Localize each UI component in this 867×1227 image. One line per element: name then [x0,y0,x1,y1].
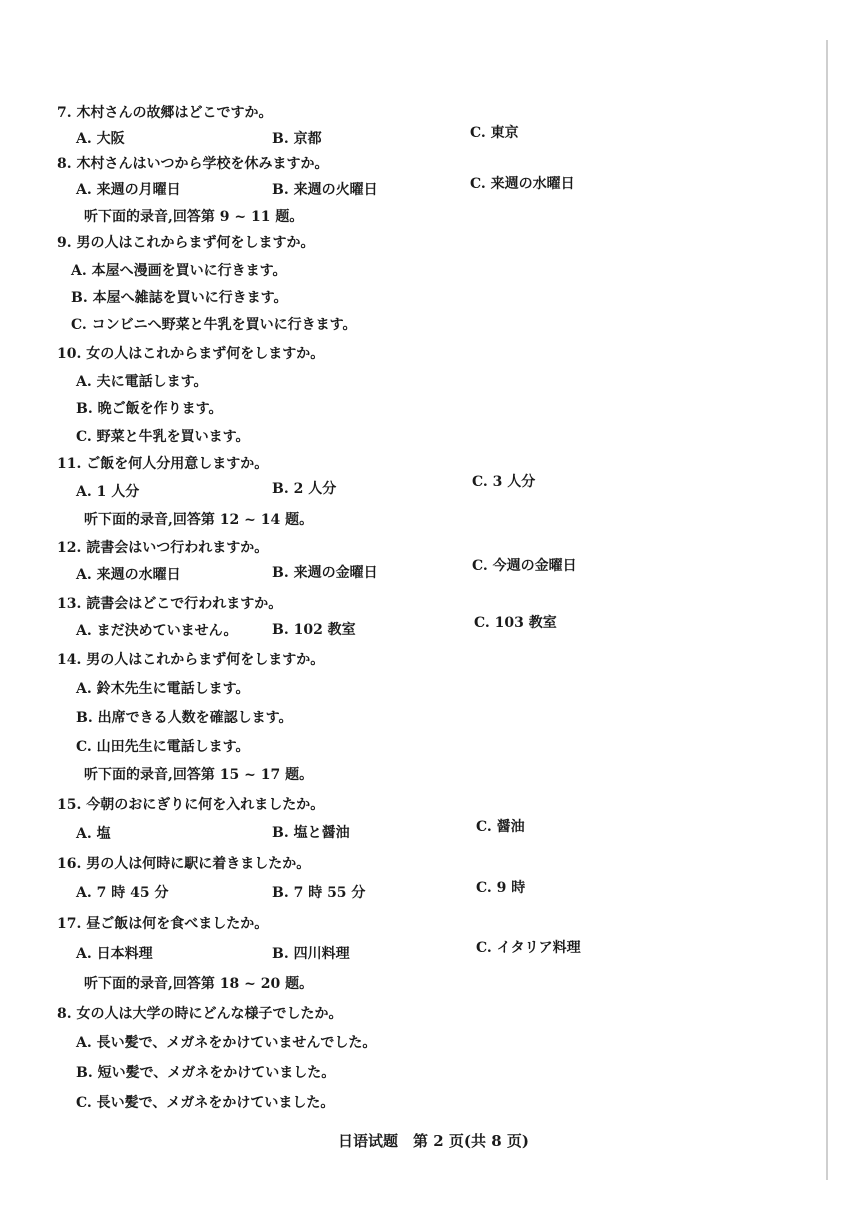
question-7: 7. 木村さんの故郷はどこですか。 [57,105,273,121]
question-9-option-b: B. 本屋へ雑誌を買いに行きます。 [71,290,288,306]
question-16-option-a: A. 7 時 45 分 [76,885,169,901]
question-8-option-a: A. 来週の月曜日 [76,182,181,198]
question-12: 12. 読書会はいつ行われますか。 [57,540,269,556]
question-11-option-a: A. 1 人分 [76,484,140,500]
question-18: 8. 女の人は大学の時にどんな様子でしたか。 [57,1006,343,1022]
question-14-option-c: C. 山田先生に電話します。 [76,739,250,755]
scan-edge-line [826,40,828,1180]
question-10-option-a: A. 夫に電話します。 [76,374,208,390]
question-11: 11. ご飯を何人分用意しますか。 [57,456,269,472]
instruction-15-17: 听下面的录音,回答第 15 ~ 17 题。 [84,767,314,783]
instruction-18-20: 听下面的录音,回答第 18 ~ 20 题。 [84,976,314,992]
question-15: 15. 今朝のおにぎりに何を入れましたか。 [57,797,325,813]
question-15-option-c: C. 醤油 [476,819,525,835]
question-15-option-a: A. 塩 [76,826,111,842]
question-10: 10. 女の人はこれからまず何をしますか。 [57,346,325,362]
question-8: 8. 木村さんはいつから学校を休みますか。 [57,156,329,172]
question-14-option-b: B. 出席できる人数を確認します。 [76,710,293,726]
question-13-option-a: A. まだ決めていません。 [76,623,238,639]
instruction-9-11: 听下面的录音,回答第 9 ~ 11 题。 [84,209,304,225]
question-16: 16. 男の人は何時に駅に着きましたか。 [57,856,311,872]
instruction-12-14: 听下面的录音,回答第 12 ~ 14 题。 [84,512,314,528]
question-7-option-b: B. 京都 [272,131,322,147]
question-18-option-a: A. 長い髪で、メガネをかけていませんでした。 [76,1035,377,1051]
question-7-option-a: A. 大阪 [76,131,125,147]
question-17-option-c: C. イタリア料理 [476,940,581,956]
question-14: 14. 男の人はこれからまず何をしますか。 [57,652,325,668]
question-12-option-a: A. 来週の水曜日 [76,567,181,583]
question-17: 17. 昼ご飯は何を食べましたか。 [57,916,269,932]
question-18-option-b: B. 短い髪で、メガネをかけていました。 [76,1065,336,1081]
question-14-option-a: A. 鈴木先生に電話します。 [76,681,250,697]
question-17-option-b: B. 四川料理 [272,946,350,962]
question-15-option-b: B. 塩と醤油 [272,825,350,841]
question-10-option-c: C. 野菜と牛乳を買います。 [76,429,250,445]
question-8-option-c: C. 来週の水曜日 [470,176,575,192]
question-17-option-a: A. 日本料理 [76,946,153,962]
question-12-option-c: C. 今週の金曜日 [472,558,577,574]
question-13: 13. 読書会はどこで行われますか。 [57,596,283,612]
question-18-option-c: C. 長い髪で、メガネをかけていました。 [76,1095,335,1111]
question-13-option-c: C. 103 教室 [474,615,557,631]
question-11-option-c: C. 3 人分 [472,474,536,490]
question-10-option-b: B. 晩ご飯を作ります。 [76,401,223,417]
question-8-option-b: B. 来週の火曜日 [272,182,378,198]
question-9-option-c: C. コンビニへ野菜と牛乳を買いに行きます。 [71,317,357,333]
question-13-option-b: B. 102 教室 [272,622,356,638]
page-footer: 日语试题 第 2 页(共 8 页) [338,1132,529,1150]
question-7-option-c: C. 東京 [470,125,519,141]
question-16-option-b: B. 7 時 55 分 [272,885,366,901]
question-11-option-b: B. 2 人分 [272,481,337,497]
question-16-option-c: C. 9 時 [476,880,526,896]
question-12-option-b: B. 来週の金曜日 [272,565,378,581]
question-9: 9. 男の人はこれからまず何をしますか。 [57,235,315,251]
question-9-option-a: A. 本屋へ漫画を買いに行きます。 [71,263,287,279]
